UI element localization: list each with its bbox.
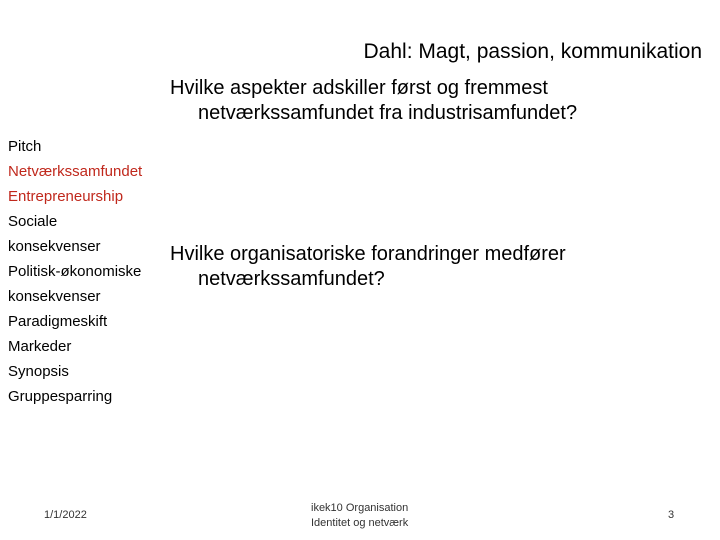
slide-title: Dahl: Magt, passion, kommunikation	[363, 40, 702, 63]
footer-course-line1: ikek10 Organisation	[311, 502, 409, 514]
footer-course-line2: Identitet og netværk	[311, 517, 409, 529]
sidebar-item-politisk-konsekvenser[interactable]: konsekvenser	[8, 288, 101, 305]
footer-course	[311, 501, 408, 531]
sidebar-item-politisk-okonomiske[interactable]: Politisk-økonomiske	[8, 263, 142, 280]
sidebar-item-entrepreneurship[interactable]: Entrepreneurship	[8, 188, 124, 205]
sidebar-nav	[8, 134, 168, 409]
footer-date: 1/1/2022	[44, 509, 87, 521]
sidebar-item-paradigmeskift[interactable]: Paradigmeskift	[8, 313, 108, 330]
sidebar-item-synopsis[interactable]: Synopsis	[8, 363, 69, 380]
sidebar-item-sociale[interactable]: Sociale	[8, 213, 58, 230]
page-number: 3	[668, 509, 675, 521]
sidebar-item-sociale-konsekvenser[interactable]: konsekvenser	[8, 238, 101, 255]
sidebar-item-markeder[interactable]: Markeder	[8, 338, 72, 355]
sidebar-item-pitch[interactable]: Pitch	[8, 138, 42, 155]
question-1: Hvilke aspekter adskiller først og fremmest netværkssamfundet fra industrisamfundet?	[170, 77, 578, 124]
question-2: Hvilke organisatoriske forandringer medfører netværkssamfundet?	[170, 243, 566, 290]
sidebar-item-netvaerkssamfundet[interactable]: Netværkssamfundet	[8, 163, 143, 180]
sidebar-item-gruppesparring[interactable]: Gruppesparring	[8, 388, 113, 405]
